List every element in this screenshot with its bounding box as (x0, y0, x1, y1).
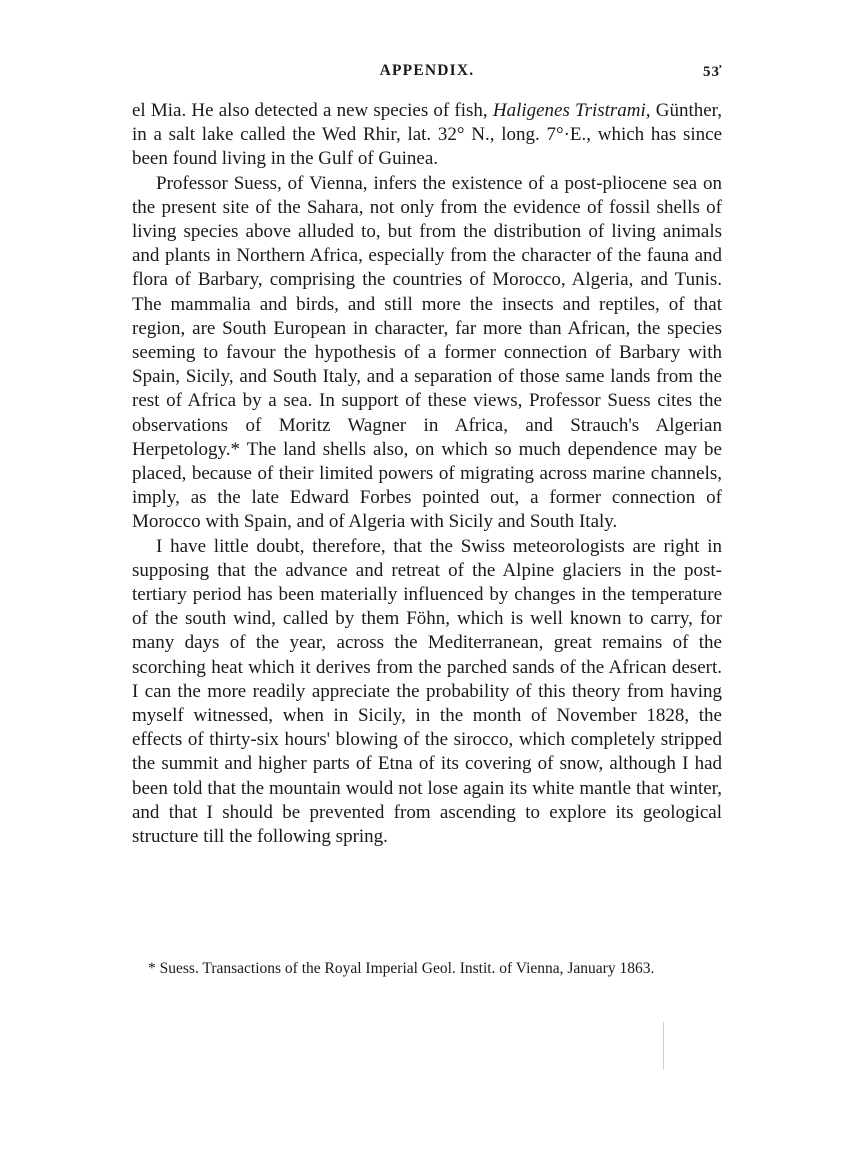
paragraph-2: Professor Suess, of Vienna, infers the existence of a post-pliocene sea on the present site of the Sahara, not only from the evidence of fossil shells of living species above alluded to, but from the distribution of living animals and plants in Northern Africa, especially from the character of the fauna and flora of Barbary, comprising the countries of Morocco, Algeria, and Tunis. The mammalia and birds, and still more the insects and reptiles, of that region, are South European in character, far more than African, the species seeming to favour the hypothesis of a former connection of Barbary with Spain, Sicily, and South Italy, and a separation of those same lands from the rest of Africa by a sea. In support of these views, Professor Suess cites the observations of Moritz Wagner in Africa, and Strauch's Algerian Herpetology.* The land shells also, on which so much dependence may be placed, because of their limited powers of migrating across marine channels, imply, as the late Edward Forbes pointed out, a former connection of Morocco with Spain, and of Algeria with Sicily and South Italy. (132, 172, 722, 533)
running-title: APPENDIX. (379, 62, 475, 79)
species-name: Haligenes Tristrami, (492, 100, 651, 121)
paragraph-1 (132, 99, 722, 172)
footnote: * Suess. Transactions of the Royal Imperial Geol. Instit. of Vienna, January 1863. (148, 960, 655, 977)
running-head (132, 62, 722, 86)
paragraph-1-start: el Mia. He also detected a new species of fish, (132, 100, 493, 121)
paragraph-3: I have little doubt, therefore, that the Swiss meteorologists are right in supposing that the advance and retreat of the Alpine glaciers in the post-tertiary period has been materially influenced by changes in the temperature of the south wind, called by them Föhn, which is well known to carry, for many days of the year, across the Mediterranean, great remains of the scorching heat which it derives from the parched sands of the African desert. I can the more readily appreciate the probability of this theory from having myself witnessed, when in Sicily, in the month of November 1828, the effects of thirty-six hours' blowing of the sirocco, which completely stripped the summit and higher parts of Etna of its covering of snow, although I had been told that the mountain would not lose again its white mantle that winter, and that I should be prevented from ascending to explore its geological structure till the following spring. (132, 535, 722, 848)
page-number: 53̕ (703, 64, 720, 80)
body-text (132, 99, 722, 849)
paragraph-1-end: Günther, in a salt lake called the Wed Rhir, lat. 32° N., long. 7°·E., which has since been found living in the Gulf of Guinea. (132, 100, 722, 170)
margin-rule (663, 1022, 664, 1070)
